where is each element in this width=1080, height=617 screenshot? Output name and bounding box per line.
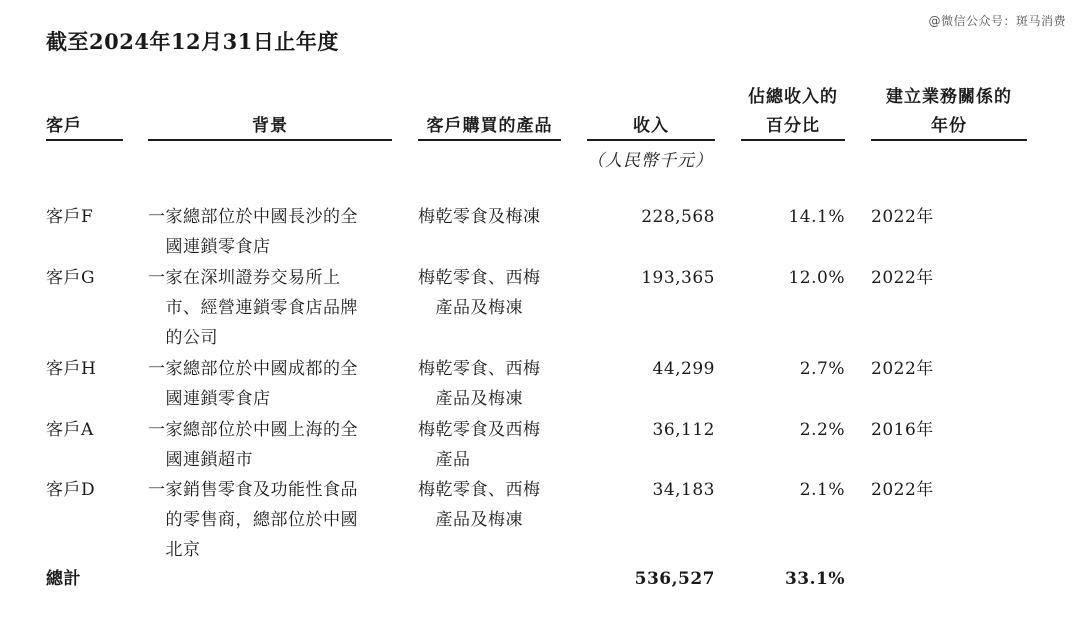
row-h-background: 一家總部位於中國成都的全 國連鎖零食店 [148,359,358,409]
row-a-share: 2.2% [799,420,845,440]
header-underline-customer [46,139,123,141]
watermark: @微信公众号：斑马消费 [928,14,1066,28]
row-f-share: 14.1% [788,207,845,227]
row-d-products: 梅乾零食、西梅 產品及梅凍 [418,480,541,530]
row-h-year: 2022年 [871,359,934,379]
row-d-background: 一家銷售零食及功能性食品 的零售商，總部位於中國 北京 [148,480,358,560]
row-d-share: 2.1% [799,480,845,500]
row-d-customer: 客戶D [46,480,96,500]
header-share: 佔總收入的 百分比 [748,87,838,136]
header-background: 背景 [252,116,288,136]
header-underline-year [871,139,1027,141]
header-customer: 客戶 [46,116,82,136]
row-h-revenue: 44,299 [652,359,715,379]
revenue-unit-label: （人民幣千元） [587,151,713,171]
header-underline-share [741,139,845,141]
row-h-products: 梅乾零食、西梅 產品及梅凍 [418,359,541,409]
header-revenue: 收入 [633,116,669,136]
row-a-revenue: 36,112 [652,420,715,440]
row-d-year: 2022年 [871,480,934,500]
row-a-year: 2016年 [871,420,934,440]
header-underline-products [418,139,561,141]
row-g-background: 一家在深圳證券交易所上 市、經營連鎖零食店品牌 的公司 [148,268,358,348]
row-h-share: 2.7% [799,359,845,379]
header-underline-revenue [587,139,715,141]
row-g-revenue: 193,365 [641,268,715,288]
row-f-year: 2022年 [871,207,934,227]
row-a-background: 一家總部位於中國上海的全 國連鎖超市 [148,420,358,470]
header-year: 建立業務關係的 年份 [886,87,1012,136]
total-revenue: 536,527 [634,569,715,589]
row-a-products: 梅乾零食及西梅 產品 [418,420,541,470]
row-f-background: 一家總部位於中國長沙的全 國連鎖零食店 [148,207,358,257]
header-underline-background [148,139,392,141]
header-products: 客戶購買的產品 [426,116,553,136]
total-label: 總計 [46,569,81,589]
row-f-products: 梅乾零食及梅凍 [418,207,541,227]
row-g-year: 2022年 [871,268,934,288]
row-g-products: 梅乾零食、西梅 產品及梅凍 [418,268,541,318]
row-d-revenue: 34,183 [652,480,715,500]
row-h-customer: 客戶H [46,359,97,379]
total-share: 33.1% [784,569,845,589]
row-f-revenue: 228,568 [641,207,715,227]
row-f-customer: 客戶F [46,207,94,227]
row-g-customer: 客戶G [46,268,96,288]
row-a-customer: 客戶A [46,420,94,440]
page-title: 截至2024年12月31日止年度 [46,29,339,54]
row-g-share: 12.0% [788,268,845,288]
